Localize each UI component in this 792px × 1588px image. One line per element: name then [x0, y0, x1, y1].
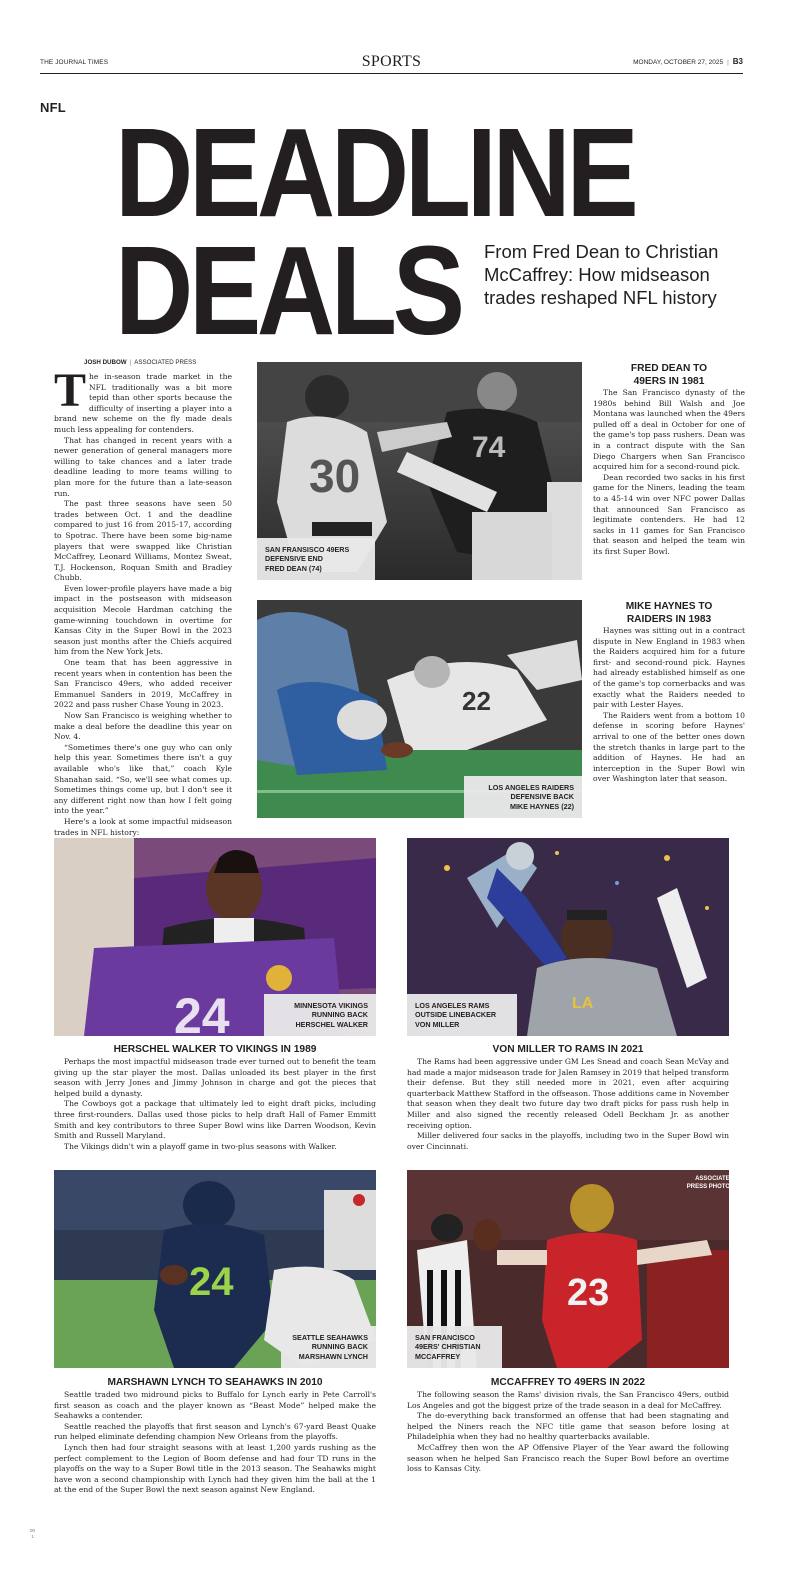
svg-text:22: 22	[462, 686, 491, 716]
caption-line: MIKE HAYNES (22)	[509, 801, 574, 811]
folio-line: 1	[31, 1534, 34, 1539]
credit-line: ASSOCIATED	[695, 1176, 734, 1182]
paragraph: Here's a look at some impactful midseason trades in NFL history:	[54, 816, 232, 837]
paragraph: Seattle reached the playoffs that first season and Lynch's 67-yard Beast Quake run helped eliminate defending champion New Orleans from the playoffs.	[54, 1421, 376, 1442]
caption-line: RUNNING BACK	[311, 1342, 368, 1352]
svg-text:74: 74	[472, 431, 506, 464]
headline-line-1: DEADLINE	[115, 102, 635, 243]
photo-caption	[407, 994, 517, 1036]
agency-name: ASSOCIATED PRESS	[134, 359, 197, 366]
drop-cap: T	[54, 364, 87, 417]
photo-fred-dean	[257, 362, 582, 580]
caption-line: DEFENSIVE END	[265, 554, 323, 564]
caption-line: RUNNING BACK	[311, 1010, 368, 1020]
story-title: HERSCHEL WALKER TO VIKINGS IN 1989	[113, 1044, 317, 1055]
caption-line: SAN FRANCISCO	[415, 1332, 475, 1342]
photo-marshawn-lynch	[54, 1170, 376, 1368]
caption-line: MARSHAWN LYNCH	[298, 1351, 368, 1361]
photo-caption	[407, 1326, 502, 1368]
separator: |	[727, 59, 729, 66]
publication-name: THE JOURNAL TIMES	[40, 59, 109, 66]
paragraph: Haynes was sitting out in a contract dispute in New England in 1983 when the Raiders acquired him for a future first- and second-round pick. Haynes had already established himself as one of the game's top cornerbacks and was exactly what the Raiders needed to pair with Lester Hayes.	[593, 626, 745, 710]
separator: |	[129, 359, 132, 366]
story-von-miller	[407, 1043, 729, 1152]
main-story	[54, 364, 232, 838]
paragraph: Lynch then had four straight seasons with at least 1,200 yards rushing as the perfect complement to the Legion of Boom defense and had four TD runs in the playoffs on the way to a Super Bowl title in the 2013 season. The Seahawks might have won a second championship with Lynch had they given him the ball at the 1 at the end of the Super Bowl the next season against New England.	[54, 1442, 376, 1495]
svg-text:24: 24	[189, 1260, 234, 1304]
folio-line: 00	[30, 1528, 36, 1533]
story-body	[407, 1390, 729, 1475]
paragraph: The Vikings didn't win a playoff game in two-plus seasons with Walker.	[64, 1141, 337, 1151]
title-line: FRED DEAN TO	[630, 363, 708, 374]
paragraph: The Raiders went from a bottom 10 defense in scoring before Haynes' arrival to one of the better ones down the stretch thanks in large part to the addition of Haynes. He had an interception in the Super Bowl win over Washington later that season.	[593, 710, 745, 784]
paragraph: Miller delivered four sacks in the playoffs, including two in the Super Bowl win over Cincinnati.	[407, 1131, 729, 1151]
caption-line: MINNESOTA VIKINGS	[294, 1000, 368, 1010]
folio-mark	[30, 1528, 35, 1540]
caption-line: HERSCHEL WALKER	[295, 1019, 368, 1029]
paragraph: One team that has been aggressive in recent years when in contention has been the San Francisco 49ers, who added receiver Emmanuel Sanders in 2019, McCaffrey in 2022 and pass rusher Chase Young in 2023.	[54, 658, 232, 710]
paragraph: Perhaps the most impactful midseason trade ever turned out to benefit the team giving up the star player the most. Dallas unloaded its best player in the first season with Jerry Jones and Jimmy Johnson in charge and got the pieces that helped build a dynasty.	[54, 1057, 376, 1098]
caption-line: 49ERS' CHRISTIAN	[415, 1342, 481, 1352]
page-number: B3	[732, 57, 743, 66]
paragraph: “Sometimes there's one guy who can only help this year. Sometimes there isn't a guy available who's like that,” coach Kyle Shanahan said. “So, we'll see what comes up. Sometimes things come up, but I don't see it any different right now than how I felt going into the year.”	[54, 742, 232, 816]
caption-line: LOS ANGELES RAMS	[415, 1000, 490, 1010]
svg-text:LA: LA	[572, 995, 594, 1012]
story-herschel-walker	[54, 1043, 376, 1152]
caption-line: SEATTLE SEAHAWKS	[292, 1332, 368, 1342]
svg-text:30: 30	[309, 450, 361, 502]
photo-caption	[257, 538, 375, 580]
caption-line: SAN FRANSISCO 49ERS	[265, 544, 350, 554]
story-title: MCCAFFREY TO 49ERS IN 2022	[490, 1377, 646, 1388]
sidebar-fred-dean	[593, 362, 745, 558]
page-header	[40, 52, 743, 74]
caption-line: MCCAFFREY	[415, 1351, 461, 1361]
caption-line: VON MILLER	[415, 1019, 460, 1029]
story-marshawn-lynch	[54, 1376, 376, 1496]
story-body	[407, 1057, 729, 1152]
title-line: MIKE HAYNES TO	[625, 601, 713, 612]
story-title: VON MILLER TO RAMS IN 2021	[492, 1044, 644, 1055]
caption-line: DEFENSIVE BACK	[510, 792, 574, 802]
sidebar-body	[593, 626, 745, 785]
paragraph: The past three seasons have seen 50 trades between Oct. 1 and the deadline compared to just 16 from 2015-17, according to Spotrac. There have been some big-name players that were swapped like Christian McCaffrey, Leonard Williams, Montez Sweat, T.J. Hockenson, Roquan Smith and Bradley Chubb.	[54, 499, 232, 583]
photo-von-miller	[407, 838, 729, 1036]
photo-mike-haynes	[257, 600, 582, 818]
story-title: MARSHAWN LYNCH TO SEAHAWKS IN 2010	[107, 1377, 323, 1388]
title-line: RAIDERS IN 1983	[626, 614, 712, 625]
story-christian-mccaffrey	[407, 1376, 729, 1475]
paragraph: Seattle traded two midround picks to Buffalo for Lynch early in Pete Carroll's first season as coach and the player known as “Beast Mode” helped make the Seahawks a contender.	[54, 1390, 376, 1421]
section-name: SPORTS	[361, 53, 422, 70]
paragraph: The do-everything back transformed an offense that had been stagnating and helped the Niners reach the NFC title game that season before losing at Philadelphia when they had no healthy quarterbacks available.	[407, 1411, 729, 1442]
paragraph: The following season the Rams' division rivals, the San Francisco 49ers, outbid Los Angeles and got the biggest prize of the trade season in a deal for McCaffrey.	[407, 1390, 729, 1410]
issue-date: MONDAY, OCTOBER 27, 2025	[633, 59, 724, 66]
paragraph: The Rams had been aggressive under GM Les Snead and coach Sean McVay and had made a major midseason trade for Jalen Ramsey in 2019 that helped transform their defense. But they still needed more in 2021, even after acquiring quarterback Matthew Stafford in the offseason. Those additions came in November that season when they dealt two future day two draft picks for pass rush help in Miller and also signed the recently released Odell Beckham Jr. as another receiving option.	[407, 1057, 729, 1130]
headline-deck: From Fred Dean to Christian McCaffrey: How midseason trades reshaped NFL history	[484, 241, 719, 308]
paragraph: That has changed in recent years with a newer generation of general managers more willing to take chances and a later trade deadline leading to more teams willing to plan more for the future than a late-season run.	[54, 435, 232, 498]
photo-caption	[464, 776, 582, 818]
sidebar-mike-haynes	[593, 600, 745, 785]
photo-caption	[281, 1326, 376, 1368]
title-line: 49ERS IN 1981	[633, 376, 705, 387]
paragraph: The Cowboys got a package that ultimately led to eight draft picks, including three first-rounders. Dallas used those picks to help draft Hall of Famer Emmitt Smith and key contributors to three Super Bowl wins like Darren Woodson, Kevin Smith and Russell Maryland.	[54, 1099, 376, 1141]
section-label: NFL	[40, 100, 66, 115]
story-body	[54, 1057, 376, 1152]
caption-line: LOS ANGELES RAIDERS	[488, 782, 574, 792]
photo-herschel-walker	[54, 838, 376, 1036]
credit-line: PRESS PHOTOS	[686, 1183, 734, 1190]
photo-caption	[264, 994, 376, 1036]
paragraph: Dean recorded two sacks in his first game for the Niners, leading the team to a 45-14 win over NFC power Dallas that announced San Francisco as legitimate contenders. He had 12 sacks in 11 games for San Francisco that season and helped the team win its first Super Bowl.	[593, 472, 745, 556]
paragraph: McCaffrey then won the AP Offensive Player of the Year award the following season when he helped San Francisco reach the Super Bowl before an overtime loss to Kansas City.	[407, 1442, 729, 1474]
photo-credit	[687, 1176, 734, 1191]
svg-text:24: 24	[174, 988, 230, 1036]
date-page	[633, 57, 743, 66]
sidebar-title	[593, 362, 745, 388]
author-name: JOSH DUBOW	[84, 359, 127, 366]
sidebar-body	[593, 388, 745, 558]
photo-christian-mccaffrey	[407, 1170, 729, 1368]
caption-line: OUTSIDE LINEBACKER	[415, 1010, 497, 1020]
byline	[84, 359, 196, 366]
paragraph: Now San Francisco is weighing whether to make a deal before the deadline this year on Nov. 4.	[54, 711, 232, 742]
story-body	[54, 1390, 376, 1496]
paragraph: The San Francisco dynasty of the 1980s behind Bill Walsh and Joe Montana was launched when the 49ers pulled off a deal in October for one of the game's top pass rushers. Dean was in a contract dispute with the San Diego Chargers when San Francisco acquired him for a second-round pick.	[593, 388, 745, 472]
sidebar-title	[593, 600, 745, 626]
headline-line-2: DEALS	[115, 220, 461, 361]
paragraph: he in-season trade market in the NFL traditionally was a bit more tepid than other sports because the difficulty of inserting a player into a brand new scheme on the fly made deals much less appealing for contenders.	[54, 372, 232, 434]
paragraph: Even lower-profile players have made a big impact in the postseason with midseason acquisition Mecole Hardman catching the game-winning touchdown in overtime for Kansas City in the Super Bowl in the 2023 season just months after the Chiefs acquired him from the New York Jets.	[54, 583, 232, 657]
caption-line: FRED DEAN (74)	[265, 563, 322, 573]
svg-text:23: 23	[567, 1272, 610, 1314]
